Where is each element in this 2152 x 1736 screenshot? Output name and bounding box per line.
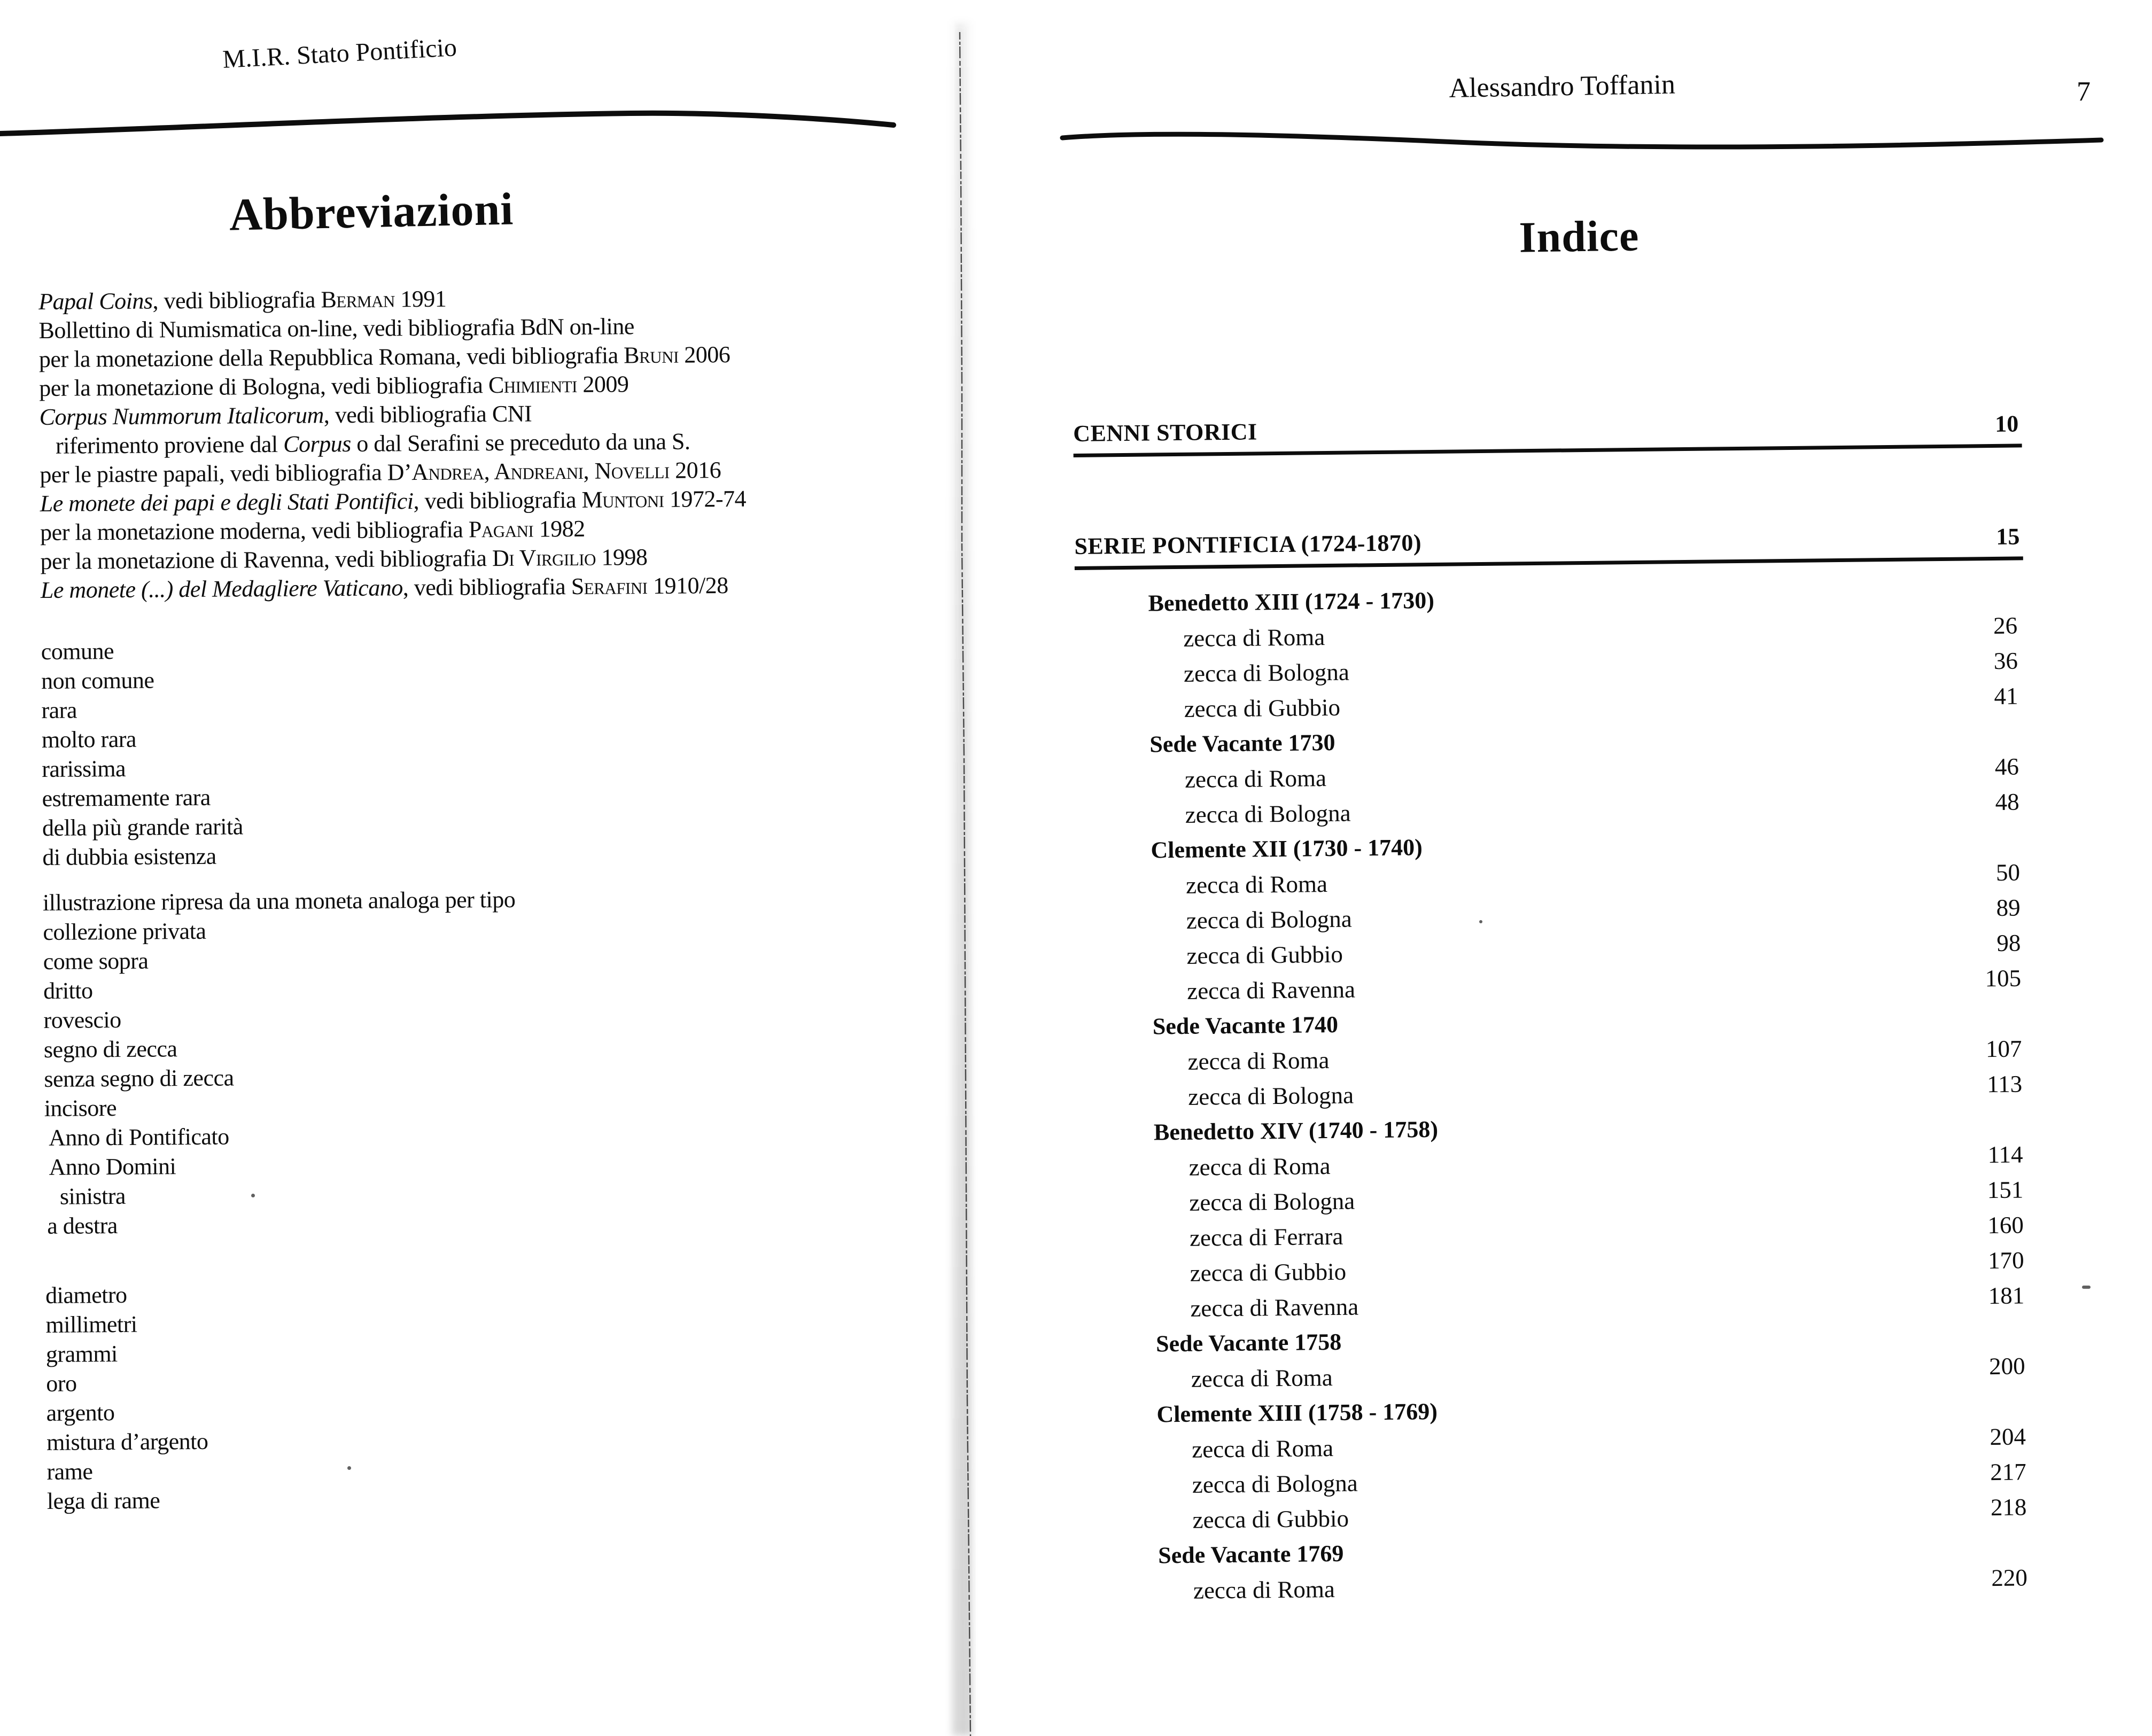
- abbreviation-segment: , vedi bibliografia: [402, 573, 571, 601]
- toc-section-page: 10: [1994, 410, 2019, 437]
- toc-entry-page: 114: [1987, 1141, 2023, 1169]
- term-line: Anno di Pontificato: [48, 1123, 229, 1151]
- toc-entry-page: 217: [1990, 1458, 2026, 1486]
- term-line: non comune: [41, 667, 154, 694]
- abbreviation-segment: D’Andrea, Andreani, Novelli: [387, 457, 670, 486]
- term-line: Anno Domini: [49, 1153, 176, 1180]
- scan-speck: [1479, 920, 1482, 923]
- term-group: [41, 632, 749, 872]
- left-body: [38, 283, 753, 1516]
- toc-heading-label: Sede Vacante 1740: [1152, 1011, 1339, 1040]
- abbreviation-line: [40, 456, 746, 489]
- term-line: segno di zecca: [43, 1036, 177, 1063]
- left-header-rule: [0, 105, 908, 147]
- toc-entry-label: zecca di Roma: [1188, 1153, 1331, 1181]
- term-groups: [41, 632, 753, 1516]
- toc-section-row: [1074, 523, 2023, 570]
- abbreviation-segment: per la monetazione moderna, vedi bibliografia: [40, 516, 469, 546]
- term-line: rara: [41, 697, 77, 723]
- abbreviation-segment: 2009: [577, 371, 629, 398]
- abbreviation-segment: per la monetazione della Repubblica Romana, vedi bibliografia: [38, 342, 624, 372]
- toc-entry-label: zecca di Bologna: [1183, 658, 1350, 687]
- toc-section-page: 15: [1996, 523, 2020, 550]
- term-line: grammi: [45, 1341, 118, 1367]
- term-line: rarissima: [42, 755, 126, 782]
- toc-entry-label: zecca di Gubbio: [1192, 1505, 1349, 1533]
- abbreviation-line: [40, 427, 746, 461]
- abbreviation-line: [40, 542, 747, 576]
- toc-entry-page: 98: [1996, 929, 2021, 956]
- toc-section-label: CENNI STORICI: [1073, 418, 1257, 447]
- left-page-title: Abbreviazioni: [228, 183, 515, 240]
- toc-entry-page: 36: [1993, 647, 2018, 674]
- abbreviation-segment: Corpus Nummorum Italicorum: [39, 402, 324, 430]
- term-line: millimetri: [45, 1311, 137, 1338]
- abbreviation-segment: Muntoni: [581, 486, 664, 513]
- abbreviation-line: [40, 485, 747, 518]
- term-line: argento: [46, 1399, 115, 1426]
- abbreviation-segment: 2006: [678, 341, 731, 368]
- term-line: della più grande rarità: [42, 813, 243, 841]
- abbreviation-line: [38, 283, 745, 316]
- abbreviation-segment: , vedi bibliografia: [413, 486, 582, 515]
- term-line: lega di rame: [46, 1487, 160, 1514]
- toc-entry-label: zecca di Gubbio: [1186, 940, 1343, 969]
- toc-entry-page: 105: [1985, 964, 2022, 992]
- toc-entry-label: zecca di Ferrara: [1189, 1223, 1343, 1251]
- toc-entry-page: 113: [1987, 1070, 2023, 1098]
- toc-entry-label: zecca di Roma: [1191, 1364, 1333, 1392]
- term-line: incisore: [44, 1095, 117, 1122]
- abbreviation-line: [40, 513, 747, 547]
- toc-entry-label: zecca di Bologna: [1185, 799, 1351, 828]
- toc-heading-label: Benedetto XIII (1724 - 1730): [1148, 587, 1435, 617]
- abbreviation-segment: Pagani: [468, 516, 534, 543]
- toc-entry-label: zecca di Bologna: [1188, 1081, 1354, 1110]
- toc-heading-label: Clemente XIII (1758 - 1769): [1156, 1398, 1438, 1428]
- term-line: come sopra: [43, 947, 149, 975]
- abbreviation-segment: 1910/28: [647, 572, 728, 600]
- toc-entry-label: zecca di Roma: [1184, 765, 1327, 793]
- toc-entry-page: 160: [1987, 1211, 2024, 1239]
- term-line: oro: [46, 1370, 77, 1397]
- abbreviation-segment: Papal Coins: [38, 287, 153, 315]
- right-header-rule: [1058, 123, 2111, 160]
- toc-heading-label: Sede Vacante 1769: [1158, 1540, 1344, 1569]
- abbreviation-segment: 1972-74: [664, 485, 747, 512]
- toc-heading-label: Sede Vacante 1758: [1155, 1328, 1342, 1357]
- right-running-head: Alessandro Toffanin: [1448, 69, 1676, 104]
- abbreviation-line: [39, 369, 745, 403]
- toc-entry-label: zecca di Roma: [1193, 1575, 1335, 1604]
- toc-entry-label: zecca di Ravenna: [1186, 976, 1356, 1005]
- toc-sections: [1073, 410, 2023, 570]
- abbreviation-segment: riferimento proviene dal: [55, 431, 284, 459]
- toc-heading-label: Clemente XII (1730 - 1740): [1151, 834, 1423, 863]
- toc-section-label: SERIE PONTIFICIA (1724-1870): [1074, 530, 1422, 559]
- toc-entry-page: 170: [1987, 1247, 2024, 1274]
- toc-entry-page: 220: [1991, 1564, 2028, 1592]
- toc-entry-page: 181: [1988, 1282, 2025, 1310]
- toc-entry-page: 107: [1985, 1035, 2022, 1063]
- abbreviation-segment: Bruni: [624, 341, 679, 369]
- abbreviation-segment: , vedi bibliografia CNI: [323, 400, 532, 429]
- abbreviation-line: [39, 340, 745, 374]
- table-of-contents: [1073, 410, 2034, 1613]
- abbreviation-segment: Bollettino di Numismatica on-line, vedi bibliografia BdN on-line: [38, 313, 634, 344]
- term-line: illustrazione ripresa da una moneta analoga per tipo: [42, 886, 516, 916]
- toc-entry-label: zecca di Roma: [1191, 1435, 1334, 1463]
- abbreviation-segment: Le monete (...) del Medagliere Vaticano: [40, 574, 403, 603]
- toc-entry-page: 204: [1990, 1423, 2026, 1451]
- abbreviation-segment: 2016: [669, 457, 721, 484]
- toc-entry-label: zecca di Bologna: [1189, 1187, 1355, 1216]
- term-group: [45, 1276, 753, 1516]
- term-line: molto rara: [41, 726, 137, 753]
- scan-speck: [251, 1194, 255, 1197]
- abbreviation-segment: Di Virgilio: [492, 544, 596, 572]
- term-line: rame: [46, 1458, 93, 1485]
- abbreviation-segment: Berman: [321, 286, 395, 313]
- abbreviation-line: [40, 398, 746, 432]
- toc-entry-label: zecca di Ravenna: [1190, 1293, 1359, 1322]
- toc-entry-page: 200: [1988, 1352, 2025, 1380]
- abbreviation-segment: 1998: [595, 544, 648, 571]
- term-line: mistura d’argento: [46, 1428, 208, 1455]
- abbreviation-line: [38, 312, 745, 345]
- toc-entry-page: 46: [1994, 753, 2019, 780]
- abbreviation-segment: o dal Serafini se preceduto da una S.: [351, 428, 690, 457]
- toc-entry-label: zecca di Roma: [1187, 1047, 1330, 1075]
- toc-entry-page: 218: [1990, 1493, 2027, 1521]
- toc-entry-label: zecca di Roma: [1185, 870, 1328, 899]
- abbreviation-segment: per le piastre papali, vedi bibliografia: [40, 459, 387, 488]
- abbreviation-list: [38, 283, 747, 605]
- toc-entry-page: 151: [1987, 1176, 2024, 1204]
- toc-entry-page: 26: [1993, 612, 2018, 639]
- toc-entry-label: zecca di Gubbio: [1190, 1258, 1347, 1287]
- term-line: collezione privata: [43, 917, 206, 945]
- toc-entry-label: zecca di Roma: [1183, 624, 1325, 652]
- toc-entry-page: 41: [1994, 682, 2018, 710]
- abbreviation-segment: Chimienti: [488, 371, 578, 399]
- toc-heading-label: Sede Vacante 1730: [1149, 729, 1335, 758]
- term-line: dritto: [43, 977, 93, 1004]
- scan-speck: [2082, 1286, 2091, 1289]
- abbreviation-segment: 1991: [394, 285, 447, 313]
- toc-entry-label: zecca di Bologna: [1192, 1469, 1358, 1498]
- toc-entry-page: 50: [1995, 859, 2021, 886]
- toc-heading-label: Benedetto XIV (1740 - 1758): [1153, 1116, 1439, 1146]
- abbreviation-segment: 1982: [533, 515, 585, 542]
- toc-entry-page: 48: [1995, 788, 2019, 815]
- term-line: a destra: [47, 1212, 118, 1239]
- term-line: sinistra: [59, 1182, 126, 1210]
- scan-speck: [347, 1466, 351, 1470]
- abbreviation-segment: per la monetazione di Ravenna, vedi bibliografia: [40, 545, 493, 574]
- toc-entry-label: zecca di Gubbio: [1184, 694, 1341, 722]
- term-line: di dubbia esistenza: [42, 843, 216, 870]
- toc-section-row: [1073, 410, 2022, 457]
- right-page-title: Indice: [1519, 211, 1640, 262]
- abbreviation-segment: Le monete dei papi e degli Stati Pontifici: [40, 488, 414, 517]
- abbreviation-segment: Corpus: [283, 430, 351, 457]
- left-running-head: M.I.R. Stato Pontificio: [222, 33, 458, 74]
- abbreviation-segment: Serafini: [571, 573, 648, 600]
- term-line: estremamente rara: [42, 784, 211, 812]
- abbreviation-line: [41, 571, 747, 605]
- abbreviation-segment: per la monetazione di Bologna, vedi bibliografia: [39, 372, 489, 401]
- toc-entry-page: 89: [1996, 894, 2021, 921]
- toc-rows: [1075, 581, 2034, 1613]
- toc-entry-label: zecca di Bologna: [1186, 905, 1352, 934]
- term-line: comune: [41, 638, 114, 665]
- term-line: diametro: [45, 1281, 127, 1309]
- term-group: [43, 883, 751, 1241]
- term-line: rovescio: [43, 1006, 121, 1033]
- term-line: senza segno di zecca: [44, 1064, 234, 1092]
- folio-page-number: 7: [2077, 76, 2091, 107]
- abbreviation-segment: , vedi bibliografia: [152, 286, 321, 314]
